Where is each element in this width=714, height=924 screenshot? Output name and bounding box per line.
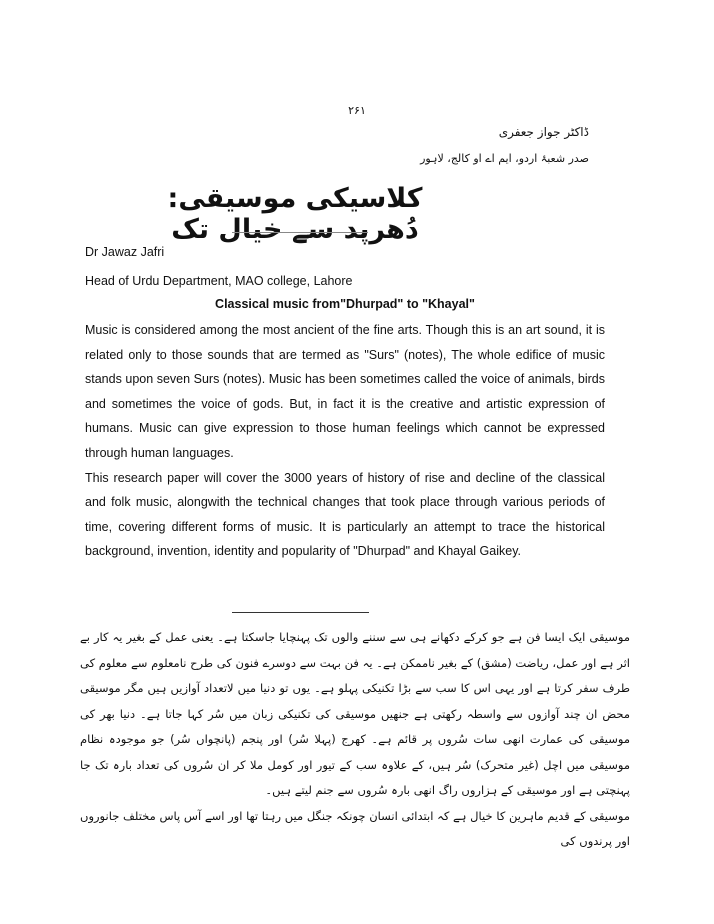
page-number: ۲۶۱ xyxy=(348,104,366,117)
abstract-paragraph: Music is considered among the most ancient of the fine arts. Though this is an art sound, it is related only to those sounds that are termed as "Surs" (notes), The whole edifice of music stands upon seven Surs (notes). Music has been sometimes called the voice of animals, birds and sometimes the voice of gods. But, in fact it is the creative and artistic expression of humans. Music can give expression to those human feelings which cannot be expressed through human languages. xyxy=(85,323,605,460)
english-title: Classical music from"Dhurpad" to "Khayal" xyxy=(215,297,475,311)
urdu-author-name: ڈاکٹر جواز جعفری xyxy=(498,125,589,139)
urdu-body-text xyxy=(80,625,630,855)
abstract-paragraph: This research paper will cover the 3000 years of history of rise and decline of the classical and folk music, alongwith the technical changes that took place through various periods of time, covering different forms of music. It is particularly an attempt to trace the historical background, invention, identity and popularity of "Dhurpad" and Khayal Gaikey. xyxy=(85,470,605,559)
title-divider xyxy=(232,232,368,233)
english-author-name: Dr Jawaz Jafri xyxy=(85,245,165,259)
section-divider xyxy=(232,612,369,613)
urdu-paragraph: موسیقی کے قدیم ماہرین کا خیال ہے کہ ابتدائی انسان چونکہ جنگل میں رہتا تھا اور اسے آس پاس مختلف جانوروں اور پرندوں کی xyxy=(80,808,630,848)
urdu-paragraph: موسیقی ایک ایسا فن ہے جو کرکے دکھانے ہی سے سننے والوں تک پہنچایا جاسکتا ہے۔ یعنی عمل کے بغیر یہ کار بے اثر ہے اور عمل، ریاضت (مشق) کے بغیر ناممکن ہے۔ یہ فن بہت سے دوسرے فنون کی طرح نامعلوم سے معلوم کی طرف سفر کرتا ہے اور یہی اس کا سب سے بڑا تکنیکی پہلو ہے۔ یوں تو دنیا میں لاتعداد آوازیں ہیں مگر موسیقی محض ان چند آوازوں سے واسطہ رکھتی ہے جنھیں موسیقی کی تکنیکی زبان میں سُر کہا جاتا ہے۔ دنیا بھر کی موسیقی کی عمارت انھی سات سُروں پر قائم ہے۔ کھرج (پہلا سُر) اور پنجم (پانچواں سُر) جو موجودہ نظام موسیقی میں اچل (غیر متحرک) سُر ہیں، کے علاوہ سب کے تیور اور کومل ملا کر ان سُروں کی تعداد بارہ تک جا پہنچتی ہے اور موسیقی کے ہزاروں راگ انھی بارہ سُروں سے جنم لیتے ہیں۔ xyxy=(80,630,630,797)
urdu-affiliation: صدر شعبۂ اردو، ایم اے او کالج، لاہور xyxy=(420,152,589,165)
english-affiliation: Head of Urdu Department, MAO college, Lahore xyxy=(85,274,353,288)
english-abstract xyxy=(85,318,605,564)
urdu-title: کلاسیکی موسیقی: دُھرپد سے خیال تک xyxy=(167,183,423,245)
